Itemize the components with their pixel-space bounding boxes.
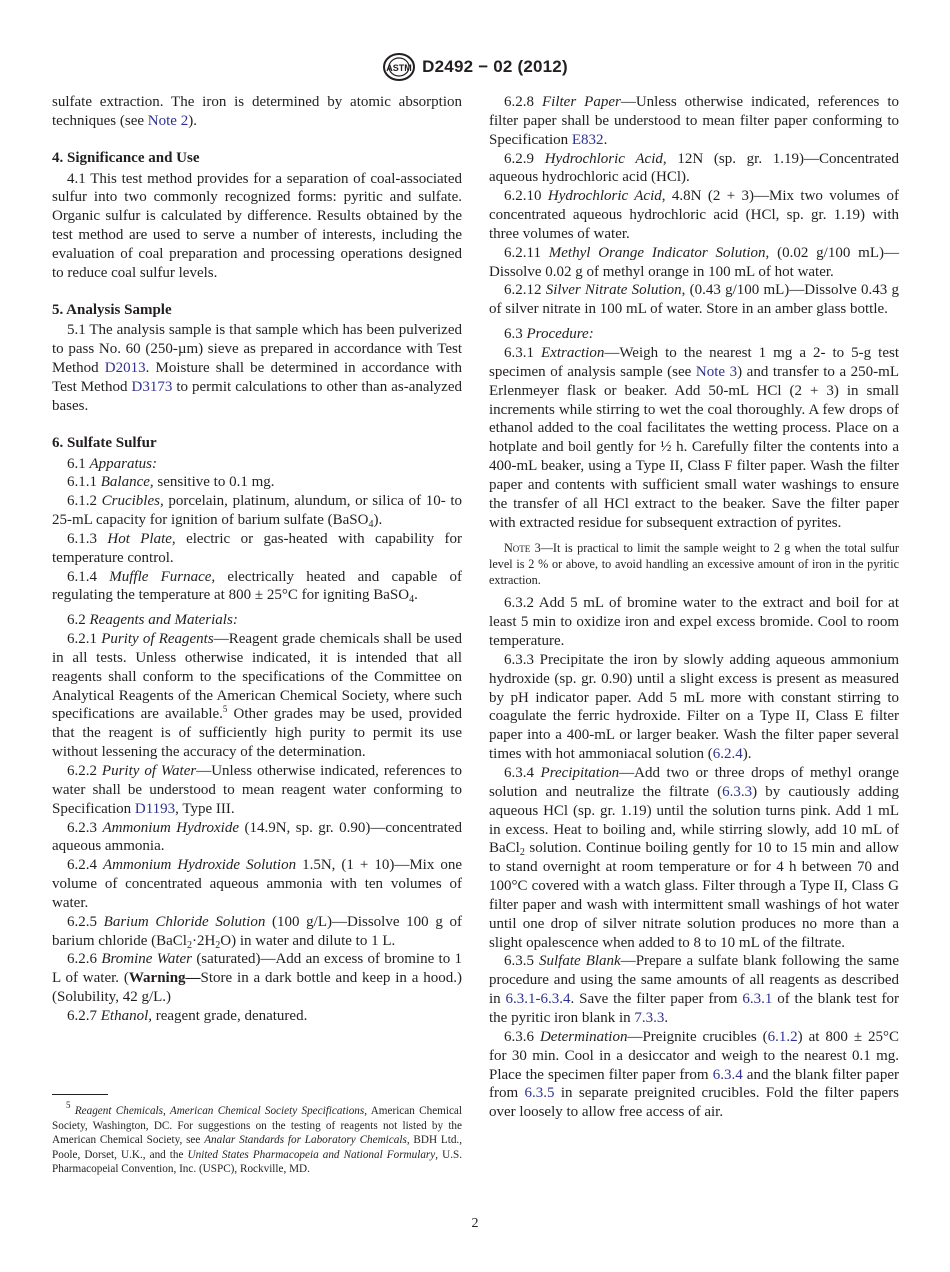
ref-7-3-3-link[interactable]: 7.3.3 (634, 1009, 665, 1026)
intro-continuation: sulfate extraction. The iron is determined by atomic absorption techniques (see Note 2). (52, 94, 462, 129)
paragraph-6-2-7: 6.2.7 Ethanol, reagent grade, denatured. (67, 1007, 308, 1024)
right-column (489, 93, 899, 1122)
paragraph-6-1: 6.1 Apparatus: (67, 455, 157, 472)
paragraph-6-2-3: 6.2.3 Ammonium Hydroxide (14.9N, sp. gr. 0.90)—concentrated aqueous ammonia. (52, 819, 463, 855)
e832-link[interactable]: E832 (571, 131, 604, 148)
svg-text:ASTM: ASTM (386, 63, 412, 73)
note-3: Note 3—It is practical to limit the sample weight to 2 g when the total sulfur level is 2 % or above, to avoid handling an excessive amount of iron in the pyritic extraction. (489, 541, 899, 588)
ref-6-3-1-link[interactable]: 6.3.1 (742, 991, 773, 1008)
footnote-5-ref[interactable]: 5 (222, 704, 228, 715)
ref-6-3-1-6-3-4-link[interactable]: 6.3.1-6.3.4 (505, 991, 571, 1008)
paragraph-6-1-2: 6.1.2 Crucibles, porcelain, platinum, alundum, or silica of 10- to 25-mL capacity for ignition of barium sulfate (BaSO$_4$). (52, 493, 463, 531)
d2013-link[interactable]: D2013 (104, 360, 146, 377)
paragraph-6-2-2: 6.2.2 Purity of Water—Unless otherwise indicated, references to water shall be understood to mean reagent water conforming to Specification D1193, Type III. (52, 763, 463, 817)
note-2-link[interactable]: Note 2 (147, 112, 189, 129)
paragraph-6-3-2: 6.3.2 Add 5 mL of bromine water to the extract and boil for at least 5 min to oxidize iron and expel excess bromide. Cool to room temperature. (489, 595, 899, 650)
section-4-heading: 4. Significance and Use (52, 149, 200, 166)
left-column (52, 93, 462, 1026)
paragraph-6-3-1: 6.3.1 Extraction—Weigh to the nearest 1 mg a 2- to 5-g test specimen of analysis sample (see Note 3) and transfer to a 250-mL Erlenmeyer flask or beaker. Add 50-mL HCl (2 + 3) in small increments while stirring to wet the coal thoroughly. A few drops of ethanol added to the coal facilitates the wetting process. Place on a hotplate and boil gently for ½ h. Carefully filter the contents into a 400-mL beaker, using a Type II, Class F filter paper. Wash the filter paper and contents with sufficient small water washings to ensure the transfer of all HCl extract to the beaker. Save the filter paper with extracted residue for subsequent extraction of pyrites. (489, 344, 900, 531)
paragraph-6-1-4: 6.1.4 Muffle Furnace, electrically heated and capable of regulating the temperature at 800 ± 25°C for igniting BaSO$_4$. (52, 568, 463, 606)
ref-6-2-4-link[interactable]: 6.2.4 (712, 746, 743, 763)
section-6-heading: 6. Sulfate Sulfur (52, 434, 157, 451)
paragraph-6-3: 6.3 Procedure: (504, 326, 594, 343)
paragraph-6-2-12: 6.2.12 Silver Nitrate Solution, (0.43 g/100 mL)—Dissolve 0.43 g of silver nitrate in 100 mL of water. Store in an amber glass bottle. (489, 282, 899, 318)
astm-logo-icon (382, 52, 416, 82)
paragraph-6-3-4: 6.3.4 Precipitation—Add two or three drops of methyl orange solution and neutralize the filtrate (6.3.3) by cautiously adding aqueous HCl (sp. gr. 1.19) until the solution turns pink. Add 1 mL in excess. Heat to boiling and, while stirring slowly, add 10 mL of BaCl$_2$ solution. Continue boiling gently for 10 to 15 min and allow to stand overnight at room temperature or for 4 h between 70 and 100°C covered with a watch glass. Filter through a Type II, Class G filter paper and wash with intermittent small washings of hot water until one drop of silver nitrate solution produces no more than a slight opalescence when added to 8 to 10 mL of the filtrate. (489, 765, 900, 951)
paragraph-6-2-1: 6.2.1 Purity of Reagents—Reagent grade chemicals shall be used in all tests. Unless otherwise indicated, it is intended that all reagents shall conform to the specifications of the Committee on Analytical Reagents of the American Chemical Society, where such specifications are available.$^5$ Other grades may be used, provided that the reagent is of sufficiently high purity to permit its use without lessening the accuracy of the determination. (52, 631, 462, 761)
paragraph-6-2-8: 6.2.8 Filter Paper—Unless otherwise indicated, references to filter paper shall be understood to mean filter paper conforming to Specification E832. (489, 94, 900, 148)
paragraph-6-2-5: 6.2.5 Barium Chloride Solution (100 g/L)—Dissolve 100 g of barium chloride $(BaCl_2\cdot 2H_2O)$ in water and dilute to 1 L. (52, 913, 462, 951)
paragraph-6-3-5: 6.3.5 Sulfate Blank—Prepare a sulfate blank following the same procedure and using the same amounts of all reagents as described in 6.3.1-6.3.4. Save the filter paper from 6.3.1 of the blank test for the pyritic iron blank in 7.3.3. (489, 953, 900, 1026)
footnote-divider (52, 1094, 108, 1095)
paragraph-6-3-3: 6.3.3 Precipitate the iron by slowly adding aqueous ammonium hydroxide (sp. gr. 0.90) until a slight excess is present as measured by pH indicator paper. Add 5 mL more with constant stirring to coagulate the ferric hydroxide. Filter on a Type II, Class E filter paper into a 400-mL or larger beaker. Wash the filter paper several times with hot ammoniacal solution (6.2.4). (489, 651, 899, 763)
d1193-link[interactable]: D1193 (134, 800, 176, 817)
document-id: D2492 − 02 (2012) (422, 57, 568, 76)
page-header (0, 52, 950, 82)
ref-6-3-3-link[interactable]: 6.3.3 (722, 783, 753, 800)
paragraph-5-1: 5.1 The analysis sample is that sample which has been pulverized to pass No. 60 (250-µm) sieve as prepared in accordance with Test Method D2013. Moisture shall be determined in accordance with Test Method D3173 to permit calculations to other than as-analyzed bases. (52, 322, 462, 414)
paragraph-4-1: 4.1 This test method provides for a separation of coal-associated sulfur into two commonly recognized forms: pyritic and sulfate. Organic sulfur is calculated by difference. Results obtained by the test method are used to serve a number of interests, including the evaluation of coal preparation and processing operations designed to reduce coal sulfur levels. (52, 170, 462, 281)
page-number: 2 (471, 1216, 479, 1231)
footnote-5: $^5$ Reagent Chemicals, American Chemical Society Specifications, American Chemical Society, Washington, DC. For suggestions on the testing of reagents not listed by the American Chemical Society, see Analar Standards for Laboratory Chemicals, BDH Ltd., Poole, Dorset, U.K., and the United States Pharmacopeia and National Formulary, U.S. Pharmacopeial Convention, Inc. (USPC), Rockville, MD. (52, 1100, 463, 1176)
paragraph-6-2-11: 6.2.11 Methyl Orange Indicator Solution, (0.02 g/100 mL)—Dissolve 0.02 g of methyl orange in 100 mL of hot water. (489, 244, 899, 280)
paragraph-6-2-9: 6.2.9 Hydrochloric Acid, 12N (sp. gr. 1.19)—Concentrated aqueous hydrochloric acid (HCl). (489, 150, 899, 186)
paragraph-6-2-10: 6.2.10 Hydrochloric Acid, 4.8N (2 + 3)—Mix two volumes of concentrated aqueous hydrochloric acid (HCl, sp. gr. 1.19) with three volumes of water. (489, 188, 899, 242)
ref-6-3-4-link[interactable]: 6.3.4 (712, 1066, 743, 1083)
paragraph-6-1-1: 6.1.1 Balance, sensitive to 0.1 mg. (67, 474, 275, 491)
paragraph-6-3-6: 6.3.6 Determination—Preignite crucibles (6.1.2) at 800 ± 25°C for 30 min. Cool in a desiccator and weigh to the nearest 0.1 mg. Place the specimen filter paper from 6.3.4 and the blank filter paper from 6.3.5 in separate preignited crucibles. Fold the filter papers over loosely to allow free access of air. (489, 1028, 900, 1121)
paragraph-6-1-3: 6.1.3 Hot Plate, electric or gas-heated with capability for temperature control. (52, 530, 463, 566)
ref-6-1-2-link[interactable]: 6.1.2 (767, 1028, 798, 1045)
paragraph-6-2: 6.2 Reagents and Materials: (67, 612, 238, 629)
paragraph-6-2-4: 6.2.4 Ammonium Hydroxide Solution 1.5N, (1 + 10)—Mix one volume of concentrated aqueous ammonia with ten volumes of water. (52, 857, 462, 911)
ref-6-3-5-link[interactable]: 6.3.5 (524, 1085, 555, 1102)
d3173-link[interactable]: D3173 (131, 378, 173, 395)
note-3-link[interactable]: Note 3 (695, 363, 738, 380)
section-5-heading: 5. Analysis Sample (52, 301, 172, 318)
paragraph-6-2-6: 6.2.6 Bromine Water (saturated)—Add an excess of bromine to 1 L of water. (Warning—Store in a dark bottle and keep in a hood.) (Solubility, 42 g/L.) (52, 951, 463, 1006)
